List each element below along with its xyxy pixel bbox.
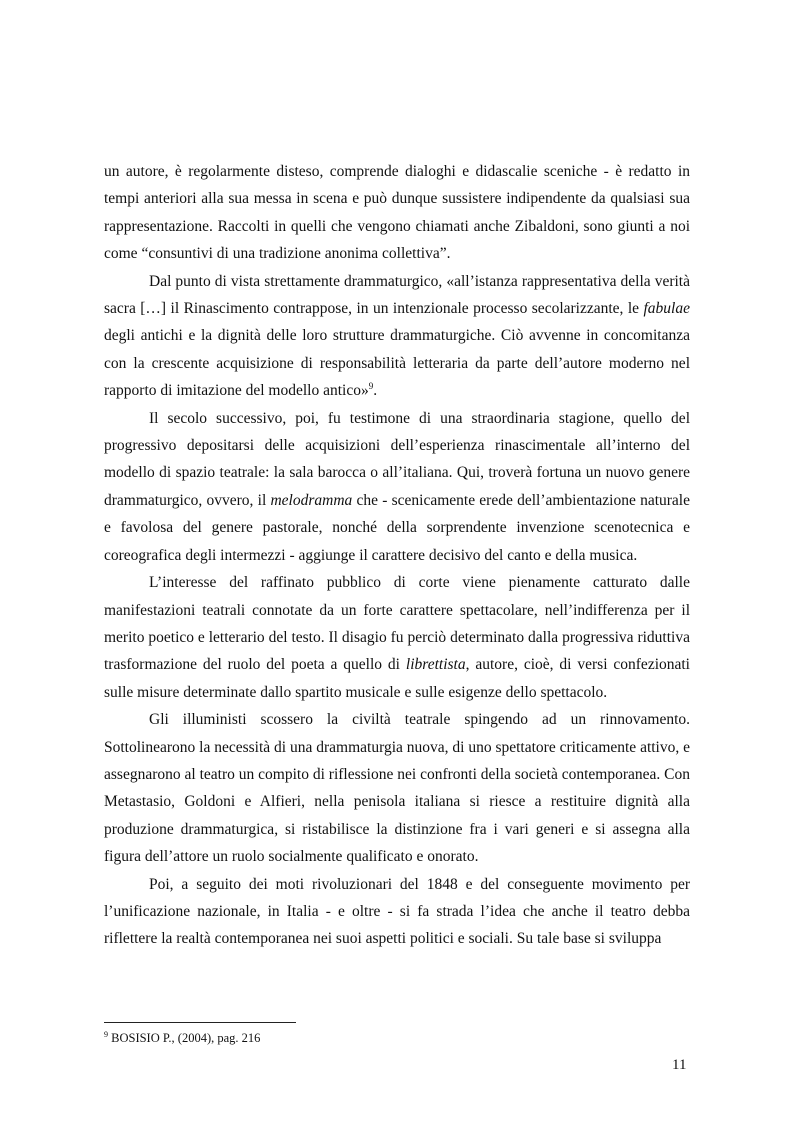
italic-term: fabulae [643, 300, 690, 318]
text-run: che - scenicamente erede dell’ambientazione naturale e favolosa del genere pastorale, nonché della sorprendente invenzione scenotecnica e coreografica degli intermezzi - aggiunge il carattere decisivo del canto e della musica. [104, 491, 690, 564]
footnote [104, 1030, 260, 1046]
text-run: Dal punto di vista strettamente drammaturgico, «all’istanza rappresentativa della verità sacra […] il Rinascimento contrappose, in un intenzionale processo secolarizzante, le [104, 272, 690, 318]
footnote-marker: 9 [104, 1029, 108, 1039]
paragraph [104, 706, 690, 870]
paragraph [104, 569, 690, 706]
text-run: , autore, cioè, di versi confezionati sulle misure determinate dallo spartito musicale e sulle esigenze dello spettacolo. [104, 656, 690, 701]
text-run: . [373, 382, 378, 400]
footnote-text: BOSISIO P., (2004), pag. 216 [108, 1031, 261, 1045]
italic-term: melodramma [270, 491, 353, 509]
italic-term: librettista [405, 656, 466, 674]
paragraph [104, 405, 690, 569]
paragraph [104, 268, 690, 405]
text-run: Poi, a seguito dei moti rivoluzionari del 1848 e del conseguente movimento per l’unificazione nazionale, in Italia - e oltre - si fa strada l’idea che anche il teatro debba riflettere la realtà contemporanea nei suoi aspetti politici e sociali. Su tale base si sviluppa [104, 875, 690, 948]
text-run: L’interesse del raffinato pubblico di corte viene pienamente catturato dalle manifestazioni teatrali connotate da un forte carattere spettacolare, nell’indifferenza per il merito poetico e letterario del testo. Il disagio fu perciò determinato dalla progressiva riduttiva trasformazione del ruolo del poeta a quello di [104, 574, 690, 674]
paragraph [104, 871, 690, 953]
text-run: Il secolo successivo, poi, fu testimone di una straordinaria stagione, quello del progressivo depositarsi delle acquisizioni dell’esperienza rinascimentale all’interno del modello di spazio teatrale: la sala barocca o all’italiana. Qui, troverà fortuna un nuovo genere drammaturgico, ovvero, il [104, 409, 690, 509]
text-run: Gli illuministi scossero la civiltà teatrale spingendo ad un rinnovamento. Sottolinearono la necessità di una drammaturgia nuova, di uno spettatore criticamente attivo, e assegnarono al teatro un compito di riflessione nei confronti della società contemporanea. Con Metastasio, Goldoni e Alfieri, nella penisola italiana si riesce a restituire dignità alla produzione drammaturgica, si ristabilisce la distinzione fra i vari generi e si assegna alla figura dell’attore un ruolo socialmente qualificato e onorato. [104, 711, 690, 866]
text-run: degli antichi e la dignità delle loro strutture drammaturgiche. Ciò avvenne in concomitanza con la crescente acquisizione di responsabilità letteraria da parte dell’autore moderno nel rapporto di imitazione del modello antico» [104, 327, 690, 400]
body-text [104, 158, 690, 953]
footnote-reference: 9 [368, 381, 374, 392]
paragraph [104, 158, 690, 268]
text-run: un autore, è regolarmente disteso, comprende dialoghi e didascalie sceniche - è redatto in tempi anteriori alla sua messa in scena e può dunque sussistere indipendente da qualsiasi sua rappresentazione. Raccolti in quelli che vengono chiamati anche Zibaldoni, sono giunti a noi come “consuntivi di una tradizione anonima collettiva”. [104, 163, 690, 263]
footnote-separator [104, 1022, 296, 1023]
page-number: 11 [672, 1057, 687, 1073]
